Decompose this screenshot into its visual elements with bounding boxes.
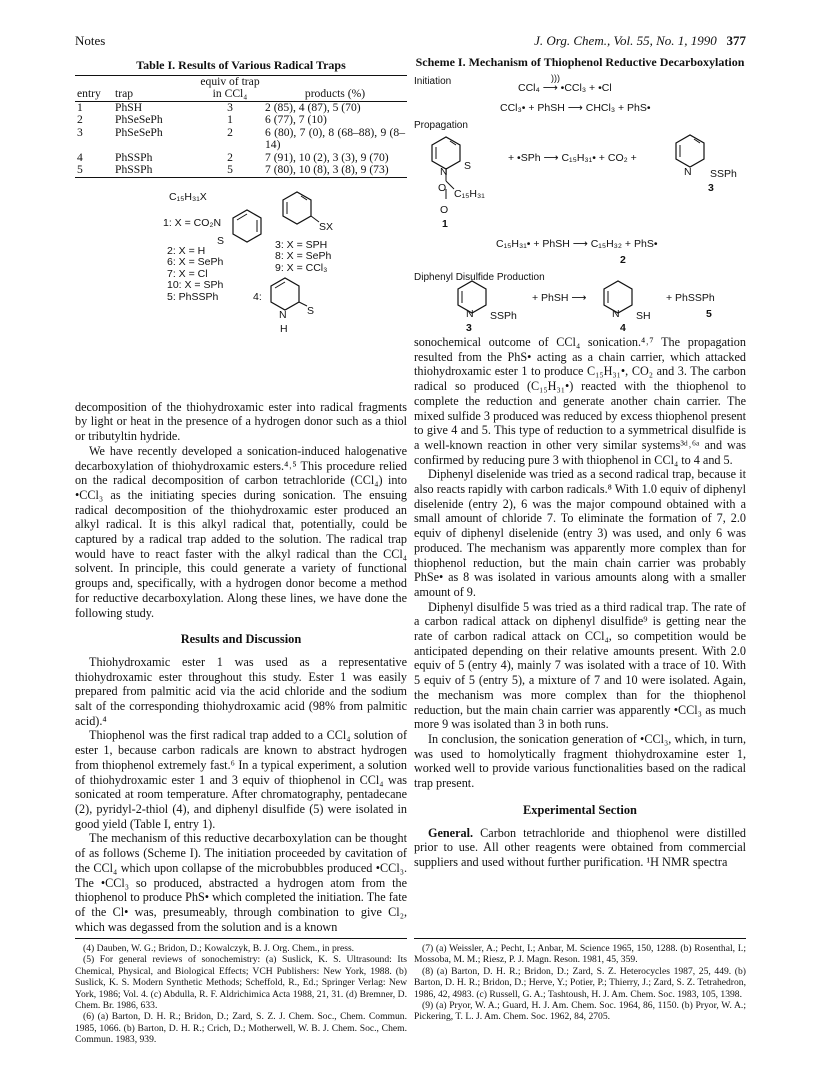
disulfide-sph-label: SSPh (490, 310, 517, 322)
cell-entry: 5 (75, 164, 113, 177)
right-column (414, 56, 746, 870)
pyridyl-sulfide-ring-icon (275, 190, 325, 236)
compound-1-label: 1: X = CO₂N (163, 216, 222, 229)
radical-traps-table (75, 75, 407, 178)
reaction-initiation-2: CCl₃• + PhSH ⟶ CHCl₃ + PhS• (500, 102, 651, 114)
compound-4-label: 4: (253, 290, 262, 303)
compound-6: 6: X = SePh (167, 256, 224, 269)
thiol-n-label: N (612, 308, 620, 320)
cell-entry: 4 (77, 150, 83, 164)
reaction-disulfide-a: + PhSH ⟶ (532, 292, 587, 304)
compound-3: 3: X = SPH (275, 238, 328, 251)
col-header-products: products (%) (263, 75, 407, 101)
page-number: 377 (726, 33, 746, 48)
thione-s-label: S (217, 234, 225, 247)
compound-list-left (167, 246, 223, 304)
left-column (75, 56, 407, 934)
running-head-journal (534, 33, 746, 49)
ring-h-label: H (280, 322, 288, 335)
cell-equiv: 5 (197, 164, 263, 177)
body-paragraph: Diphenyl disulfide 5 was tried as a third radical trap. The rate of a carbon radical attack on diphenyl disulfide⁹ is getting near the rate of carbon radical attack on CCl₄, so competition would be anticipated depending on their relative amounts present. With 2.0 equiv of 5 (entry 4), mainly 7 was isolated with a trace of 10. With 5 equiv of 5 (entry 5), a mixture of 7 and 10 were isolated. Again, the mechanism was more complex than for the thiophenol reduction, but the main chain carrier was apparently •CCl₃ as much more 9 was isolated than 3 in both runs. (414, 599, 746, 732)
body-paragraph: Thiophenol was the first radical trap added to a CCl₄ solution of ester 1, because carbon radicals are known to abstract hydrogen from thiophenol extremely fast.⁶ In a typical experiment, a solution of thiohydroxamic ester 1 and 3 equiv of thiophenol in CCl₄ was sonicated at room temperature. After chromatography, pentadecane (2), pyridyl-2-thiol (4), and diphenyl disulfide (5) were isolated in good yield (Table I, entry 1). (75, 728, 407, 831)
col-header-entry: entry (75, 75, 113, 101)
cell-trap: PhSSPh (115, 150, 153, 164)
disulfide-n-label: N (466, 308, 474, 320)
body-paragraph: Diphenyl diselenide was tried as a second radical trap, because it also reacts rapidly with carbon radicals.⁸ With 1.0 equiv of diphenyl diselenide (entry 2), 6 was the major compound obtained with a small amount of chloride 7. To eliminate the formation of 7, 2.0 equiv of diphenyl diselenide (entry 3) was used, and only 6 was produced. The mechanism was apparently more complex than for thiophenol reduction, but the main chain carrier was probably PhSe• as 8 was isolated in various amounts along with a smaller amount of 9. (414, 467, 746, 599)
initiation-label: Initiation (414, 76, 452, 87)
mechanism-scheme (414, 69, 746, 335)
cell-equiv: 3 (227, 100, 233, 114)
body-paragraph: The mechanism of this reductive decarboxylation can be thought of as follows (Scheme I). The initiation proceeded by cavitation of the CCl₄ which upon collapse of the microbubbles produced •CCl₃. The •CCl₃ so produced, abstracted a hydrogen atom from the thiophenol to produce PhS• which completed the initiation. The fate of the Cl• was, presumeably, through combination to give Cl₂, which was degassed from the solution and is a known (75, 831, 407, 934)
cell-equiv: 2 (227, 125, 233, 139)
general-text: Carbon tetrachloride and thiophenol were distilled prior to use. All other reagents were obtained from commercial suppliers and used without further purification. ¹H NMR spectra (414, 825, 746, 869)
running-head-section: Notes (75, 33, 106, 48)
body-paragraph: We have recently developed a sonication-induced halogenative decarboxylation of thiohydroxamic esters.⁴˒⁵ This procedure relied on the radical decomposition of carbon tetrachloride (CCl₄) into •CCl₃ as the initiating species during sonication. The ensuing radical decomposition of the thiohydroxamic ester produced an alkyl radical. It is this alkyl radical that, potentially, could be captured by a radical trap added to the solution. The radical trap would have to react faster with the alkyl radical than the CCl₄ solvent. In principle, this could generate a variety of functional groups and, specifically, with a hydrogen donor become a method for reductive decarboxylation. Along these lines, we have done the following study. (75, 443, 407, 620)
compound-2: 2: X = H (167, 244, 206, 257)
cell-products: 7 (91), 10 (2), 3 (3), 9 (70) (265, 150, 389, 164)
col-header-trap: trap (113, 75, 197, 101)
reaction-propagation-1: + •SPh ⟶ C₁₅H₃₁• + CO₂ + (508, 152, 637, 164)
cell-products: 2 (85), 4 (87), 5 (70) (265, 100, 361, 114)
compound-8: 8: X = SePh (275, 250, 332, 263)
sonication-symbol: ))) (551, 73, 560, 83)
compound-number-1: 1 (442, 218, 448, 230)
footnote: (7) (a) Weissler, A.; Pecht, I.; Anbar, M. Science 1965, 150, 1288. (b) Rosenthal, I.; Mossoba, M. M.; Riesz, P. J. Magn. Reson. 1981, 45, 359. (414, 943, 746, 966)
cell-entry: 1 (77, 100, 83, 114)
cell-entry: 3 (77, 125, 83, 139)
cell-equiv: 1 (227, 113, 233, 127)
cell-products: 6 (80), 7 (0), 8 (68–88), 9 (8–14) (265, 125, 405, 152)
ester-alkyl-label: C₁₅H₃₁ (454, 188, 485, 200)
cell-products: 6 (77), 7 (10) (265, 113, 327, 127)
ester-n-label: N (440, 166, 448, 178)
footnote: (6) (a) Barton, D. H. R.; Bridon, D.; Zard, S. Z. J. Chem. Soc., Chem. Commun. 1985, 1066. (b) Barton, D. H. R.; Crich, D.; Motherwell, W. B. J. Chem. Soc., Chem. Commun. 1983, 939. (75, 1011, 407, 1046)
compound-9: 9: X = CCl₃ (275, 261, 328, 274)
journal-citation: J. Org. Chem., Vol. 55, No. 1, 1990 (534, 33, 717, 48)
ring-n-label: N (279, 308, 287, 321)
compound-list-right (275, 240, 331, 275)
ester-o-label: O (438, 182, 447, 194)
cell-entry: 2 (77, 113, 83, 127)
body-paragraph: decomposition of the thiohydroxamic ester into radical fragments by light or heat in the presence of a hydrogen donor such as a thiol or tributyltin hydride. (75, 399, 407, 444)
body-paragraph: Thiohydroxamic ester 1 was used as a representative thiohydroxamic ester throughout this study. Ester 1 was easily prepared from palmitic acid via the acid chloride and the sodium salt of the corresponding thiohydroxamic acid (98% from palmitic acid).⁴ (75, 654, 407, 728)
compound-5: 5: PhSSPh (167, 291, 219, 304)
formula-label: C₁₅H₃₁X (169, 190, 207, 203)
reaction-initiation-1: CCl₄ ⟶ •CCl₃ + •Cl (518, 82, 612, 94)
footnote: (9) (a) Pryor, W. A.; Guard, H. J. Am. Chem. Soc. 1964, 86, 1150. (b) Pryor, W. A.; Pickering, T. L. J. Am. Chem. Soc. 1962, 84, 2705. (414, 1000, 746, 1023)
propagation-label: Propagation (414, 120, 468, 131)
sx-label: SX (319, 220, 334, 233)
col-header-equiv: equiv of trap in CCl₄ (197, 75, 263, 101)
compound-number-2: 2 (620, 254, 626, 266)
carbonyl-o-label: O (440, 204, 449, 216)
compound-number-5: 5 (706, 308, 712, 320)
reaction-propagation-2: C₁₅H₃₁• + PhSH ⟶ C₁₅H₃₂ + PhS• (496, 238, 658, 250)
footnote: (5) For general reviews of sonochemistry: (a) Suslick, K. S. Ultrasound: Its Chemical, Physical, and Biological Effects; VCH Publishers: New York, 1988. (b) Suslick, K. S. Modern Synthetic Methods; Scheffold, R., Ed.; Springer Verlag: New York, 1986; Vol. 4. (c) Abdulla, R. F. Aldrichimica Acta 1988, 21, 31. (d) Bremner, D. Chem. Br. 1986, 633. (75, 954, 407, 1012)
ring-s-label: S (307, 304, 315, 317)
table-row (75, 127, 407, 152)
body-paragraph: sonochemical outcome of CCl₄ sonication.⁴˒⁷ The propagation resulted from the PhS• acting as a chain carrier, which attacked thiohydroxamic ester 1 to produce C₁₅H₃₁•, CO₂ and 3. The carbon radical so produced (C₁₅H₃₁•) reacted with the thiophenol to complete the reduction and generate another chain carrier. The mixed sulfide 3 produced was reduced by excess thiophenol present to give 4 and 5. This type of reduction to a symmetrical disulfide is a well-known reaction in other very similar systems³ᵈ˒⁶ᵃ and was confirmed by reducing pure 3 with thiophenol in CCl₄ to 4 and 5. (414, 335, 746, 467)
thiol-sh-label: SH (636, 310, 651, 322)
general-lead: General. (428, 825, 474, 840)
scheme-title: Scheme I. Mechanism of Thiophenol Reductive Decarboxylation (415, 55, 745, 69)
cell-equiv: 2 (227, 150, 233, 164)
cell-trap: PhSSPh (113, 164, 197, 177)
body-paragraph: In conclusion, the sonication generation of •CCl₃, which, in turn, was used to homolytically fragment thiohydroxamine ester 1, worked well to provide various functionalities based on the radical trap present. (414, 731, 746, 791)
thiohydroxamic-ester-ring-icon (428, 135, 478, 215)
footnote: (8) (a) Barton, D. H. R.; Bridon, D.; Zard, S. Z. Heterocycles 1987, 25, 449. (b) Barton, D. H. R.; Bridon, D.; Herve, Y.; Potier, P.; Thierry, J.; Zard, S. Z. Tetrahedron, 1986, 42, 4983. (c) Russell, G. A.; Tashtoush, H. J. Am. Chem. Soc. 1983, 105, 1398. (414, 965, 746, 1000)
sulfide-sph-label: SSPh (710, 168, 737, 180)
cell-trap: PhSeSePh (115, 125, 163, 139)
compound-10: 10: X = SPh (167, 279, 224, 292)
ester-s-label: S (464, 160, 472, 172)
table-row (75, 114, 407, 127)
cell-trap: PhSH (115, 100, 143, 114)
section-heading-results: Results and Discussion (180, 632, 302, 647)
footnotes-left (75, 938, 407, 1046)
body-paragraph-general (414, 826, 746, 870)
compound-number-4: 4 (620, 322, 626, 334)
compound-number-3b: 3 (466, 322, 472, 334)
table-row (75, 164, 407, 177)
sulfide-n-label: N (684, 166, 692, 178)
disulfide-production-label: Diphenyl Disulfide Production (414, 272, 545, 283)
table-title: Table I. Results of Various Radical Traps (136, 58, 346, 72)
compound-number-3: 3 (708, 182, 714, 194)
footnote: (4) Dauben, W. G.; Bridon, D.; Kowalczyk, B. J. Org. Chem., in press. (83, 943, 355, 954)
footnotes-right (414, 938, 746, 1023)
section-heading-experimental: Experimental Section (523, 802, 637, 817)
reaction-disulfide-b: + PhSSPh (666, 292, 715, 304)
cell-products: 7 (80), 10 (8), 3 (8), 9 (73) (263, 164, 407, 177)
compound-structures-figure (75, 184, 407, 398)
cell-trap: PhSeSePh (115, 113, 163, 127)
compound-7: 7: X = Cl (167, 267, 208, 280)
